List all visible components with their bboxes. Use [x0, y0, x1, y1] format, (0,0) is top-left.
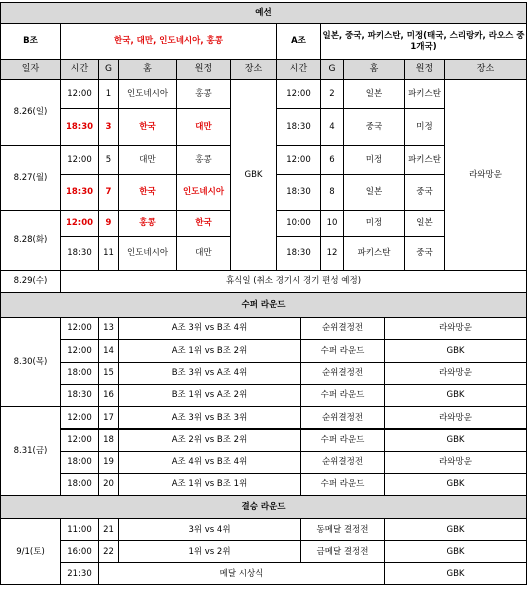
- prelim-b-home: 인도네시아: [118, 79, 177, 109]
- super-time: 12:00: [60, 429, 99, 452]
- super-match: A조 1위 vs B조 2위: [118, 339, 301, 362]
- prelim-b-game: 11: [98, 236, 119, 271]
- super-game: 20: [98, 473, 119, 496]
- final-type: 동메달 결정전: [300, 518, 385, 541]
- prelim-a-home: 일본: [343, 79, 405, 109]
- prelim-a-home: 미정: [343, 210, 405, 237]
- super-venue: GBK: [384, 429, 527, 452]
- super-type: 수퍼 라운드: [300, 473, 385, 496]
- prelim-a-away: 중국: [404, 174, 445, 211]
- super-game: 18: [98, 429, 119, 452]
- header-date-b: 일자: [0, 59, 61, 80]
- super-venue: 라와망운: [384, 317, 527, 340]
- final-time: 16:00: [60, 540, 99, 563]
- prelim-b-away: 홍콩: [176, 145, 231, 175]
- prelim-a-time: 18:30: [276, 236, 321, 271]
- prelim-b-home: 인도네시아: [118, 236, 177, 271]
- prelim-b-time: 18:30: [60, 108, 99, 146]
- super-match: B조 1위 vs A조 2위: [118, 384, 301, 407]
- super-game: 17: [98, 406, 119, 429]
- group-b-teams: 한국, 대만, 인도네시아, 홍콩: [60, 23, 277, 60]
- super-venue: GBK: [384, 473, 527, 496]
- prelim-a-game: 10: [320, 210, 344, 237]
- super-venue: 라와망운: [384, 362, 527, 385]
- super-match: A조 3위 vs B조 3위: [118, 406, 301, 429]
- header-away-b: 원정: [176, 59, 231, 80]
- prelim-a-away: 일본: [404, 210, 445, 237]
- prelim-date: 8.27(월): [0, 145, 61, 211]
- final-date: 9/1(토): [0, 518, 61, 585]
- group-a-teams: 일본, 중국, 파키스탄, 미정(태국, 스리랑카, 라오스 중 1개국): [320, 23, 527, 60]
- prelim-a-venue: 라와망운: [444, 79, 527, 271]
- super-time: 18:30: [60, 384, 99, 407]
- super-time: 12:00: [60, 339, 99, 362]
- prelim-a-game: 4: [320, 108, 344, 146]
- prelim-b-game: 5: [98, 145, 119, 175]
- final-ceremony: 메달 시상식: [98, 562, 385, 585]
- prelim-b-away: 인도네시아: [176, 174, 231, 211]
- super-time: 18:00: [60, 451, 99, 474]
- super-time: 12:00: [60, 406, 99, 429]
- super-game: 15: [98, 362, 119, 385]
- prelim-b-home: 대만: [118, 145, 177, 175]
- super-game: 13: [98, 317, 119, 340]
- prelim-a-time: 12:00: [276, 79, 321, 109]
- prelim-b-game: 9: [98, 210, 119, 237]
- super-time: 18:00: [60, 362, 99, 385]
- section-title-prelim: 예선: [0, 2, 527, 24]
- header-time-b: 시간: [60, 59, 99, 80]
- prelim-a-away: 파키스탄: [404, 79, 445, 109]
- prelim-a-game: 8: [320, 174, 344, 211]
- header-home-b: 홈: [118, 59, 177, 80]
- prelim-b-time: 12:00: [60, 79, 99, 109]
- super-time: 18:00: [60, 473, 99, 496]
- super-venue: 라와망운: [384, 406, 527, 429]
- super-type: 순위결정전: [300, 451, 385, 474]
- final-game: 22: [98, 540, 119, 563]
- prelim-b-away: 한국: [176, 210, 231, 237]
- prelim-date: 8.26(일): [0, 79, 61, 146]
- prelim-b-home: 한국: [118, 108, 177, 146]
- super-type: 수퍼 라운드: [300, 429, 385, 452]
- super-type: 순위결정전: [300, 317, 385, 340]
- prelim-b-time: 12:00: [60, 145, 99, 175]
- prelim-b-home: 홍콩: [118, 210, 177, 237]
- prelim-a-away: 중국: [404, 236, 445, 271]
- final-type: 금메달 결정전: [300, 540, 385, 563]
- header-away-a: 원정: [404, 59, 445, 80]
- header-game-a: G: [320, 59, 344, 80]
- super-venue: GBK: [384, 339, 527, 362]
- super-venue: 라와망운: [384, 451, 527, 474]
- header-venue-a: 장소: [444, 59, 527, 80]
- super-type: 순위결정전: [300, 406, 385, 429]
- prelim-b-game: 3: [98, 108, 119, 146]
- prelim-b-game: 1: [98, 79, 119, 109]
- section-title-final: 결승 라운드: [0, 495, 527, 519]
- super-type: 수퍼 라운드: [300, 339, 385, 362]
- section-title-super: 수퍼 라운드: [0, 292, 527, 318]
- header-venue-b: 장소: [230, 59, 277, 80]
- super-date: 8.31(금): [0, 406, 61, 496]
- prelim-a-game: 6: [320, 145, 344, 175]
- super-type: 수퍼 라운드: [300, 384, 385, 407]
- rest-day-text: 휴식일 (취소 경기시 경기 편성 예정): [60, 270, 527, 293]
- group-a-label: A조: [276, 23, 321, 60]
- prelim-a-home: 중국: [343, 108, 405, 146]
- final-time: 21:30: [60, 562, 99, 585]
- super-match: A조 4위 vs B조 4위: [118, 451, 301, 474]
- super-match: A조 3위 vs B조 4위: [118, 317, 301, 340]
- prelim-b-time: 18:30: [60, 174, 99, 211]
- prelim-a-game: 12: [320, 236, 344, 271]
- prelim-a-time: 18:30: [276, 174, 321, 211]
- final-time: 11:00: [60, 518, 99, 541]
- super-type: 순위결정전: [300, 362, 385, 385]
- super-game: 14: [98, 339, 119, 362]
- prelim-b-game: 7: [98, 174, 119, 211]
- prelim-b-venue: GBK: [230, 79, 277, 271]
- prelim-a-home: 미정: [343, 145, 405, 175]
- prelim-a-away: 미정: [404, 108, 445, 146]
- super-match: A조 2위 vs B조 2위: [118, 429, 301, 452]
- super-match: B조 3위 vs A조 4위: [118, 362, 301, 385]
- prelim-a-home: 파키스탄: [343, 236, 405, 271]
- super-venue: GBK: [384, 384, 527, 407]
- super-game: 16: [98, 384, 119, 407]
- super-time: 12:00: [60, 317, 99, 340]
- header-home-a: 홈: [343, 59, 405, 80]
- header-time-a: 시간: [276, 59, 321, 80]
- final-venue: GBK: [384, 518, 527, 541]
- prelim-a-time: 10:00: [276, 210, 321, 237]
- final-match: 3위 vs 4위: [118, 518, 301, 541]
- prelim-a-time: 18:30: [276, 108, 321, 146]
- rest-day-date: 8.29(수): [0, 270, 61, 293]
- prelim-b-away: 대만: [176, 236, 231, 271]
- super-game: 19: [98, 451, 119, 474]
- prelim-a-away: 파키스탄: [404, 145, 445, 175]
- prelim-b-time: 18:30: [60, 236, 99, 271]
- prelim-date: 8.28(화): [0, 210, 61, 271]
- super-date: 8.30(목): [0, 317, 61, 407]
- final-game: 21: [98, 518, 119, 541]
- prelim-b-away: 대만: [176, 108, 231, 146]
- prelim-a-time: 12:00: [276, 145, 321, 175]
- prelim-a-home: 일본: [343, 174, 405, 211]
- group-b-label: B조: [0, 23, 61, 60]
- super-match: A조 1위 vs B조 1위: [118, 473, 301, 496]
- final-match: 1위 vs 2위: [118, 540, 301, 563]
- header-game-b: G: [98, 59, 119, 80]
- prelim-b-away: 홍콩: [176, 79, 231, 109]
- final-venue: GBK: [384, 562, 527, 585]
- final-venue: GBK: [384, 540, 527, 563]
- prelim-b-time: 12:00: [60, 210, 99, 237]
- prelim-b-home: 한국: [118, 174, 177, 211]
- prelim-a-game: 2: [320, 79, 344, 109]
